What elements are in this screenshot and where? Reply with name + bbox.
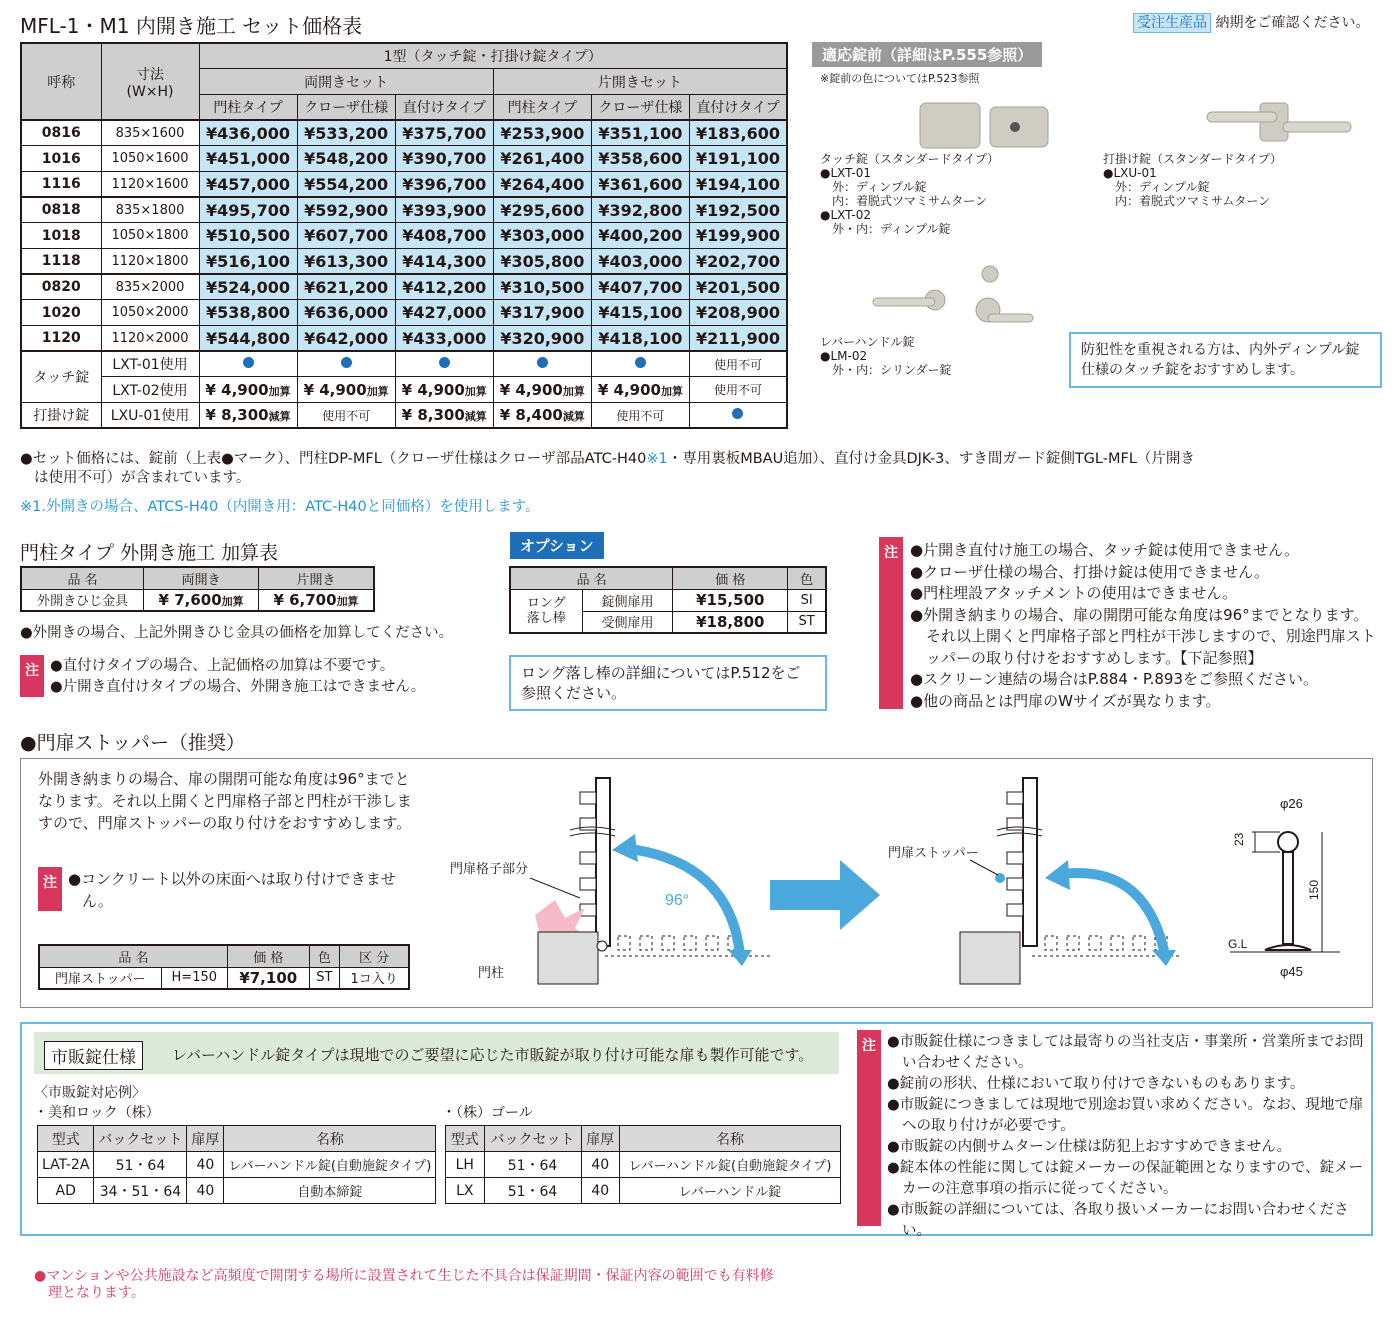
col-header: 直付けタイプ [689,94,787,120]
maker-1-table: 型式 バックセット 扉厚 名称 LAT-2A 51・64 40 レバーハンドル錠(自動施錠タイプ) AD 34・51・64 40 自動本締錠 [37,1125,436,1204]
outer-h-double: 両開き [144,567,259,589]
price-table [20,42,788,429]
col-header: クローザ仕様 [297,94,395,120]
not-usable: 使用不可 [591,403,689,429]
price-cell: ¥320,900 [493,326,591,352]
price-cell: ¥533,200 [297,120,395,146]
stopper-ann: ●コンクリート以外の床面へは取り付けできません。 [68,870,396,910]
row-name: 1018 [21,223,101,249]
lock-note: ※錠前の色についてはP.523参照 [820,72,980,85]
outer-item: 外開きひじ金具 [21,589,144,611]
price-cell: ¥510,500 [199,223,297,249]
price-cell: ¥400,200 [591,223,689,249]
option-title: オプション [510,532,604,559]
option-price: ¥ 4,900加算 [199,377,297,403]
option-item: ロング 落し棒 [510,589,582,633]
included-dot-icon [243,357,254,368]
price-cell: ¥295,600 [493,197,591,223]
row-name: 0816 [21,120,101,146]
stopper-table [38,944,410,990]
lever-lock-image [870,262,1040,334]
note-tag: 注 [43,875,57,891]
row-size: 835×1600 [101,120,199,146]
price-cell: ¥375,700 [395,120,493,146]
touch-label: タッチ錠 [21,351,101,402]
price-cell: ¥607,700 [297,223,395,249]
outer-note: ●外開きの場合、上記外開きひじ金具の価格を加算してください。 [20,625,454,641]
header-name: 呼称 [21,43,101,120]
price-cell: ¥457,000 [199,171,297,197]
dim-top: φ26 [1280,796,1303,811]
lever-lock-info: レバーハンドル錠 ●LM-02 外・内：シリンダー錠 [820,335,952,377]
option-h-item: 品 名 [510,567,673,589]
included-dot-icon [635,357,646,368]
table-row [21,249,787,275]
price-cell: ¥317,900 [493,300,591,326]
included-dot-icon [537,357,548,368]
not-usable: 使用不可 [689,351,787,377]
note-tag: 注 [884,545,898,561]
dim-23: 23 [1232,832,1246,846]
price-cell: ¥208,900 [689,300,787,326]
market-examples: 〈市販錠対応例〉 [34,1085,146,1101]
option-r1-price: ¥15,500 [673,589,788,611]
dim-gl: G.L [1228,937,1248,951]
security-note: 防犯性を重視される方は、内外ディンプル錠仕様のタッチ錠をおすすめします。 [1069,332,1382,388]
stopper-title: ●門扉ストッパー（推奨） [20,732,246,754]
included-dot-icon [732,408,743,419]
col-header: 門柱タイプ [199,94,297,120]
stopper-h-unit: 区 分 [340,945,409,967]
stopper-desc: 外開き納まりの場合、扉の開閉可能な角度は96°までとなります。それ以上開くと門扉格子部と門柱が干渉しますので、門扉ストッパーの取り付けをおすすめします。 [38,770,412,832]
option-r2-price: ¥18,800 [673,611,788,633]
row-size: 1120×1800 [101,249,199,275]
row-name: 0818 [21,197,101,223]
table-row [21,120,787,146]
col-header: 門柱タイプ [493,94,591,120]
stopper-dimension-drawing [1228,796,1340,979]
stopper-h-item: 品 名 [39,945,227,967]
right-annotations: ●片開き直付け施工の場合、タッチ錠は使用できません。 ●クローザ仕様の場合、打掛け錠は使用できません。 ●門柱埋設アタッチメントの使用はできません。 ●外開き納まりの場合、扉の開閉可能な角度は96°までとなります。それ以上開くと門扉格子部と門柱が干渉しますので、別途門扉ストッパーの取り付けをおすすめします。【下記参照】 ●スクリーン連結の場合はP.884・P.893をご参照ください。 ●他の商品とは門扉のWサイズが異なります。 [910,541,1376,710]
option-r2: 受側扉用 [582,611,673,633]
outer-single-price: ¥ 6,700加算 [259,589,374,611]
stopper-diagram [440,770,1380,1000]
row-size: 1050×1800 [101,223,199,249]
price-cell: ¥414,300 [395,249,493,275]
page-title: MFL-1・M1 内開き施工 セット価格表 [20,14,363,38]
price-cell: ¥427,000 [395,300,493,326]
option-r1: 錠側扉用 [582,589,673,611]
col-header: クローザ仕様 [591,94,689,120]
right-gate-diagram [888,778,1180,984]
option-info: ロング落し棒の詳細についてはP.512をご参照ください。 [509,655,827,711]
grid-label: 門扉格子部分 [450,861,529,876]
maker-1: ・美和ロック（株） [34,1105,160,1121]
header-double: 両開きセット [199,69,493,95]
price-cell: ¥358,600 [591,146,689,172]
note-bar [857,1030,881,1226]
touch-row-2-label: LXT-02使用 [101,377,199,403]
price-cell: ¥201,500 [689,274,787,300]
option-h-color: 色 [788,567,826,589]
price-cell: ¥194,100 [689,171,787,197]
stopper-h-price: 価 格 [227,945,309,967]
price-cell: ¥516,100 [199,249,297,275]
price-cell: ¥191,100 [689,146,787,172]
not-usable: 使用不可 [297,403,395,429]
table-row [21,223,787,249]
price-cell: ¥392,800 [591,197,689,223]
option-price: ¥ 4,900加算 [493,377,591,403]
dim-150: 150 [1307,879,1321,900]
outer-title: 門柱タイプ 外開き施工 加算表 [20,542,279,564]
price-cell: ¥407,700 [591,274,689,300]
price-cell: ¥264,400 [493,171,591,197]
option-r1-color: SI [788,589,826,611]
order-note: 納期をご確認ください。 [1215,15,1370,31]
option-price: ¥ 4,900加算 [591,377,689,403]
price-cell: ¥436,000 [199,120,297,146]
row-size: 1050×2000 [101,300,199,326]
touch-lock-info: タッチ錠（スタンダードタイプ） ●LXT-01 外：ディンプル錠 内：着脱式ツマミサムターン ●LXT-02 外・内：ディンプル錠 [820,152,1000,236]
price-cell: ¥433,000 [395,326,493,352]
table-row [21,300,787,326]
table-row [21,197,787,223]
included-dot-icon [341,357,352,368]
price-cell: ¥211,900 [689,326,787,352]
table-row [21,326,787,352]
stopper-label: 門扉ストッパー [888,845,979,860]
price-cell: ¥393,900 [395,197,493,223]
not-usable: 使用不可 [689,377,787,403]
price-cell: ¥621,200 [297,274,395,300]
order-badge: 受注生産品 [1133,13,1211,33]
price-cell: ¥495,700 [199,197,297,223]
price-cell: ¥305,800 [493,249,591,275]
header-single: 片開きセット [493,69,787,95]
outer-h-item: 品 名 [21,567,144,589]
price-cell: ¥390,700 [395,146,493,172]
row-name: 0820 [21,274,101,300]
included-dot-icon [439,357,450,368]
price-cell: ¥351,100 [591,120,689,146]
header-type: 1型（タッチ錠・打掛け錠タイプ） [199,43,787,69]
col-header: 直付けタイプ [395,94,493,120]
price-cell: ¥408,700 [395,223,493,249]
price-cell: ¥451,000 [199,146,297,172]
row-name: 1020 [21,300,101,326]
price-cell: ¥524,000 [199,274,297,300]
post-label: 門柱 [478,965,505,980]
footer-note: ●マンションや公共施設など高頻度で開閉する場所に設置されて生じた不具合は保証期間・保証内容の範囲でも有料修理となります。 [34,1268,774,1301]
table-row [21,274,787,300]
hang-lock-info: 打掛け錠（スタンダードタイプ） ●LXU-01 外：ディンプル錠 内：着脱式ツマミサムターン [1103,152,1283,208]
outer-ann-2: ●片開き直付けタイプの場合、外開き施工はできません。 [50,679,426,695]
note-bar [879,537,903,709]
price-cell: ¥361,600 [591,171,689,197]
price-cell: ¥183,600 [689,120,787,146]
row-name: 1120 [21,326,101,352]
price-cell: ¥192,500 [689,197,787,223]
maker-2-table: 型式 バックセット 扉厚 名称 LH 51・64 40 レバーハンドル錠(自動施錠タイプ) LX 51・64 40 レバーハンドル錠 [445,1125,841,1204]
price-cell: ¥592,900 [297,197,395,223]
row-name: 1116 [21,171,101,197]
stopper-price: ¥7,100 [227,967,309,989]
hang-lock-image [1205,98,1355,148]
table-row [21,171,787,197]
market-badge: 市販錠仕様 [44,1041,143,1070]
price-cell: ¥418,100 [591,326,689,352]
price-cell: ¥415,100 [591,300,689,326]
row-size: 835×2000 [101,274,199,300]
note-tag: 注 [25,663,39,679]
lock-title: 適応錠前（詳細はP.555参照） [812,42,1042,67]
angle-label: 96° [665,892,690,909]
market-desc: レバーハンドル錠タイプは現地でのご要望に応じた市販錠が取り付け可能な扉も製作可能です。 [172,1046,814,1064]
touch-lock-image [915,95,1055,155]
price-cell: ¥261,400 [493,146,591,172]
price-cell: ¥538,800 [199,300,297,326]
row-size: 835×1800 [101,197,199,223]
row-size: 1120×1600 [101,171,199,197]
order-notice [1133,12,1369,32]
option-price: ¥ 8,300減算 [395,403,493,429]
left-gate-diagram [450,778,770,984]
price-cell: ¥636,000 [297,300,395,326]
option-price: ¥ 4,900加算 [297,377,395,403]
ref-note: ※1.外開きの場合、ATCS-H40（内開き用：ATC-H40と同価格）を使用します。 [20,499,540,515]
option-price: ¥ 4,900加算 [395,377,493,403]
stopper-height: H=150 [161,967,227,989]
price-cell: ¥253,900 [493,120,591,146]
row-name: 1118 [21,249,101,275]
price-cell: ¥202,700 [689,249,787,275]
price-cell: ¥613,300 [297,249,395,275]
price-cell: ¥554,200 [297,171,395,197]
option-price: ¥ 8,400減算 [493,403,591,429]
option-r2-color: ST [788,611,826,633]
price-cell: ¥412,200 [395,274,493,300]
price-cell: ¥310,500 [493,274,591,300]
price-cell: ¥396,700 [395,171,493,197]
outer-h-single: 片開き [259,567,374,589]
option-table [509,566,827,634]
market-annotations: ●市販錠仕様につきましては最寄りの当社支店・事業所・営業所までお問い合わせください。 ●錠前の形状、仕様において取り付けできないものもあります。 ●市販錠につきましては現地で別途お買い求めください。なお、現地で扉への取り付けが必要です。 ●市販錠の内側サムターン仕様は防犯上おすすめできません。 ●錠本体の性能に関しては錠メーカーの保証範囲となりますので、錠メーカーの注意事項の指示に従ってください。 ●市販錠の詳細については、各取り扱いメーカーにお問い合わせください。 [887,1034,1364,1239]
row-size: 1050×1600 [101,146,199,172]
price-cell: ¥548,200 [297,146,395,172]
dim-bottom: φ45 [1280,964,1303,979]
price-cell: ¥544,800 [199,326,297,352]
arrow-right-icon [770,860,880,930]
option-price: ¥ 8,300減算 [199,403,297,429]
price-cell: ¥199,900 [689,223,787,249]
option-h-price: 価 格 [673,567,788,589]
header-size: 寸法 (W×H) [101,43,199,120]
set-price-note: ●セット価格には、錠前（上表●マーク）、門柱DP-MFL（クローザ仕様はクローザ部品ATC-H40※1・専用裏板MBAU追加）、直付け金具DJK-3、すき間ガード錠側TGL-MFL（片開き は使用不可）が含まれています。 [20,451,1195,486]
hang-row-label: LXU-01使用 [101,403,199,429]
stopper-color: ST [309,967,340,989]
hang-label: 打掛け錠 [21,403,101,429]
row-size: 1120×2000 [101,326,199,352]
price-cell: ¥303,000 [493,223,591,249]
table-row [21,146,787,172]
outer-double-price: ¥ 7,600加算 [144,589,259,611]
stopper-item: 門扉ストッパー [39,967,161,989]
maker-2: ・（株）ゴール [442,1105,533,1121]
note-tag: 注 [862,1038,876,1054]
touch-row-1-label: LXT-01使用 [101,351,199,377]
row-name: 1016 [21,146,101,172]
price-cell: ¥403,000 [591,249,689,275]
price-cell: ¥642,000 [297,326,395,352]
stopper-h-color: 色 [309,945,340,967]
stopper-unit: 1コ入り [340,967,409,989]
outer-ann-1: ●直付けタイプの場合、上記価格の加算は不要です。 [50,658,395,674]
outer-table [20,566,375,612]
